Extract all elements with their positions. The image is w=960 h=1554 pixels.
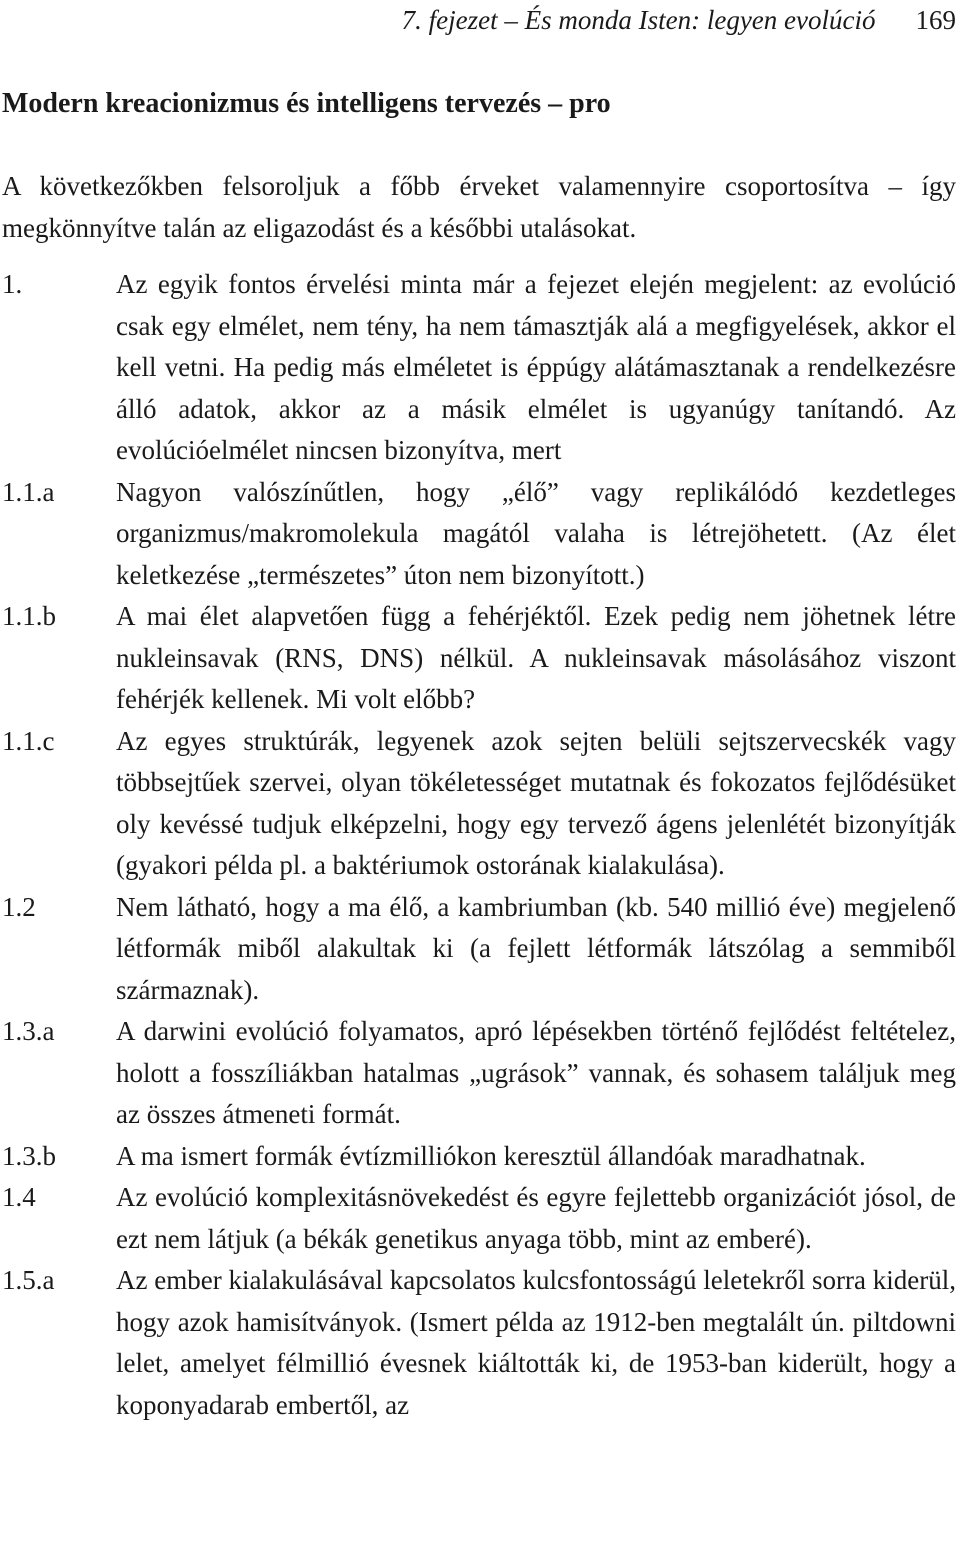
list-item <box>2 1177 956 1260</box>
list-item <box>2 887 956 1012</box>
running-head <box>402 2 956 38</box>
page-number: 169 <box>915 5 956 35</box>
item-number: 1.3.b <box>2 1140 56 1171</box>
chapter-header: 7. fejezet – És monda Isten: legyen evolúció <box>401 5 876 35</box>
item-text: Nagyon valószínűtlen, hogy „élő” vagy replikálódó kezdetleges organizmus/makromolekula magától valaha is létrejöhetett. (Az élet keletkezése „természetes” úton nem bizonyított.) <box>116 476 956 590</box>
item-number: 1.4 <box>2 1182 36 1212</box>
item-number: 1.3.a <box>2 1016 55 1046</box>
list-item <box>2 472 956 597</box>
item-text: Az ember kialakulásával kapcsolatos kulcsfontosságú leletekről sorra kiderül, hogy azok hamisítványok. (Ismert példa az 1912-ben megtalált ún. piltdowni lelet, amelyet félmillió évesnek kiáltották ki, de 1953-ban kiderült, hogy a koponyadarab embertől, az <box>116 1265 956 1420</box>
list-item <box>2 1260 956 1426</box>
intro-paragraph: A következőkben felsoroljuk a főbb érveket valamennyire csoportosítva – így megkönnyítve talán az eligazodást és a későbbi utalásokat. <box>2 171 956 243</box>
item-text: Nem látható, hogy a ma élő, a kambriumban (kb. 540 millió éve) megjelenő létformák miből alakultak ki (a fejlett létformák látszólag a semmiből származnak). <box>116 891 956 1005</box>
list-item <box>2 721 956 887</box>
item-text: Az evolúció komplexitásnövekedést és egyre fejlettebb organizációt jósol, de ezt nem látjuk (a békák genetikus anyaga több, mint az emberé). <box>116 1182 956 1254</box>
list-item <box>2 264 956 472</box>
item-text: A mai élet alapvetően függ a fehérjéktől. Ezek pedig nem jöhetnek létre nukleinsavak (RNS, DNS) nélkül. A nukleinsavak másolásához viszont fehérjék kellenek. Mi volt előbb? <box>116 601 956 714</box>
item-text: Az egyes struktúrák, legyenek azok sejten belüli sejtszervecskék vagy többsejtűek szervei, olyan tökéletességet mutatnak és fokozatos fejlődésüket oly kevéssé tudjuk elképzelni, hogy egy tervező ágens jelenlétét bizonyítják (gyakori példa pl. a baktériumok ostorának kialakulása). <box>116 725 956 880</box>
section-title: Modern kreacionizmus és intelligens tervezés – pro <box>2 88 611 119</box>
item-text: Az egyik fontos érvelési minta már a fejezet elején megjelent: az evolúció csak egy elmélet, nem tény, ha nem támasztják alá a megfigyelések, akkor el kell vetni. Ha pedig más elméletet is éppúgy alátámasztanak a rendelkezésre álló adatok, akkor az a másik elmélet is ugyanúgy tanítandó. Az evolúcióelmélet nincsen bizonyítva, mert <box>116 269 956 465</box>
argument-list <box>2 264 956 1426</box>
item-number: 1. <box>2 269 23 299</box>
list-item <box>2 1136 956 1178</box>
list-item <box>2 596 956 721</box>
item-number: 1.2 <box>2 891 36 922</box>
item-text: A darwini evolúció folyamatos, apró lépésekben történő fejlődést feltételez, holott a fosszíliákban hatalmas „ugrások” vannak, és sohasem találjuk meg az összes átmeneti formát. <box>116 1016 956 1129</box>
item-number: 1.1.a <box>2 476 55 507</box>
item-number: 1.1.c <box>2 725 55 756</box>
list-item <box>2 1011 956 1136</box>
item-number: 1.1.b <box>2 601 56 631</box>
item-number: 1.5.a <box>2 1265 55 1295</box>
item-text: A ma ismert formák évtízmilliókon keresztül állandóak maradhatnak. <box>116 1140 866 1171</box>
